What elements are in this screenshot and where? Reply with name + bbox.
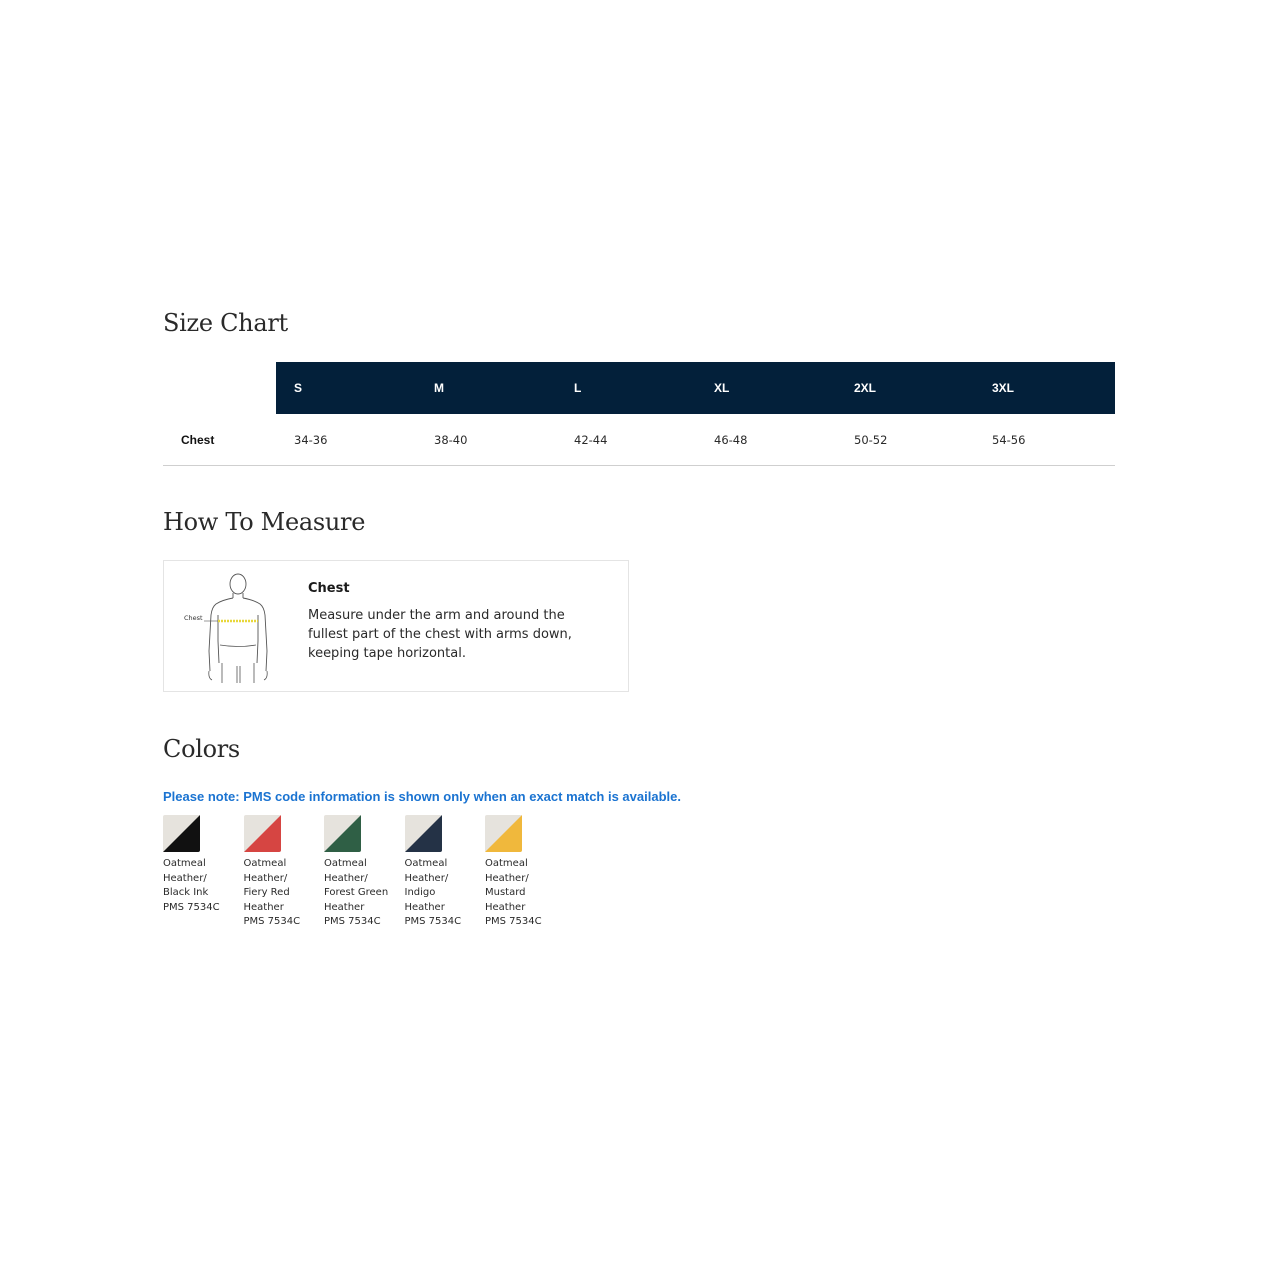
color-swatch-label-line: Heather/ [163,872,207,884]
size-chart-title: Size Chart [163,309,288,337]
size-header-2xl: 2XL [836,362,974,414]
color-swatch-label-line: Oatmeal [324,858,367,869]
color-swatch-label [485,857,561,930]
color-swatch[interactable] [405,815,486,930]
chest-value-3xl: 54-56 [974,414,1115,466]
color-swatch-label-line: Heather/ [243,872,288,884]
color-swatch-label-line: PMS 7534C [324,916,381,927]
color-swatch[interactable] [485,815,566,930]
color-swatch-label-line: Oatmeal [163,858,206,869]
pms-note: Please note: PMS code information is shown only when an exact match is available. [163,789,681,804]
measure-description: Measure under the arm and around the fullest part of the chest with arms down, keeping tape horizontal. [308,608,572,661]
table-row [163,414,1115,466]
color-swatch-list [163,815,566,930]
color-swatch[interactable] [324,815,405,930]
color-swatch-label [163,857,239,915]
color-swatch-label-line: Heather [243,901,284,913]
figure-chest-label: Chest [184,614,203,622]
color-swatch-label [244,857,320,930]
color-swatch-label-line: PMS 7534C [485,916,542,927]
colors-title: Colors [163,735,240,763]
color-swatch-label-line: Heather [485,901,526,913]
color-swatch-label-line: Indigo [404,887,436,898]
size-header-s: S [276,362,416,414]
color-swatch-label-line: Heather [324,901,365,913]
color-chip[interactable] [485,815,522,852]
size-header-3xl: 3XL [974,362,1115,414]
color-chip[interactable] [324,815,361,852]
chest-value-2xl: 50-52 [836,414,974,466]
color-swatch-label-line: Fiery Red [243,887,290,898]
color-swatch-label-line: Heather/ [324,872,368,884]
size-chart-table [163,362,1115,466]
color-swatch-label [405,857,481,930]
color-swatch-label-line: Heather/ [404,872,449,884]
color-swatch-label-line: Oatmeal [243,858,287,869]
color-chip[interactable] [405,815,442,852]
color-swatch-label-line: Oatmeal [485,858,528,869]
size-header-xl: XL [696,362,836,414]
color-swatch-label-line: Black Ink [163,887,209,898]
color-swatch-label-line: PMS 7534C [163,901,220,913]
measure-instructions [308,581,608,663]
color-swatch-label [324,857,400,930]
measure-card [163,560,629,692]
size-header-blank [163,362,276,414]
color-swatch[interactable] [163,815,244,930]
color-swatch-label-line: Heather [404,901,445,913]
color-swatch-label-line: Forest Green [324,887,389,898]
color-swatch-label-line: Heather/ [485,872,529,884]
color-swatch[interactable] [244,815,325,930]
color-swatch-label-line: Oatmeal [404,858,448,869]
size-header-l: L [556,362,696,414]
measure-heading: Chest [308,581,350,596]
chest-value-l: 42-44 [556,414,696,466]
color-swatch-label-line: PMS 7534C [243,916,301,927]
color-swatch-label-line: Mustard [485,887,526,898]
chest-measurement-illustration [182,571,292,683]
size-header-row [163,362,1115,414]
color-chip[interactable] [163,815,200,852]
chest-value-xl: 46-48 [696,414,836,466]
color-swatch-label-line: PMS 7534C [404,916,462,927]
chest-value-m: 38-40 [416,414,556,466]
size-header-m: M [416,362,556,414]
chest-value-s: 34-36 [276,414,416,466]
how-to-measure-title: How To Measure [163,508,366,536]
chest-row-label: Chest [163,414,276,466]
color-chip[interactable] [244,815,281,852]
